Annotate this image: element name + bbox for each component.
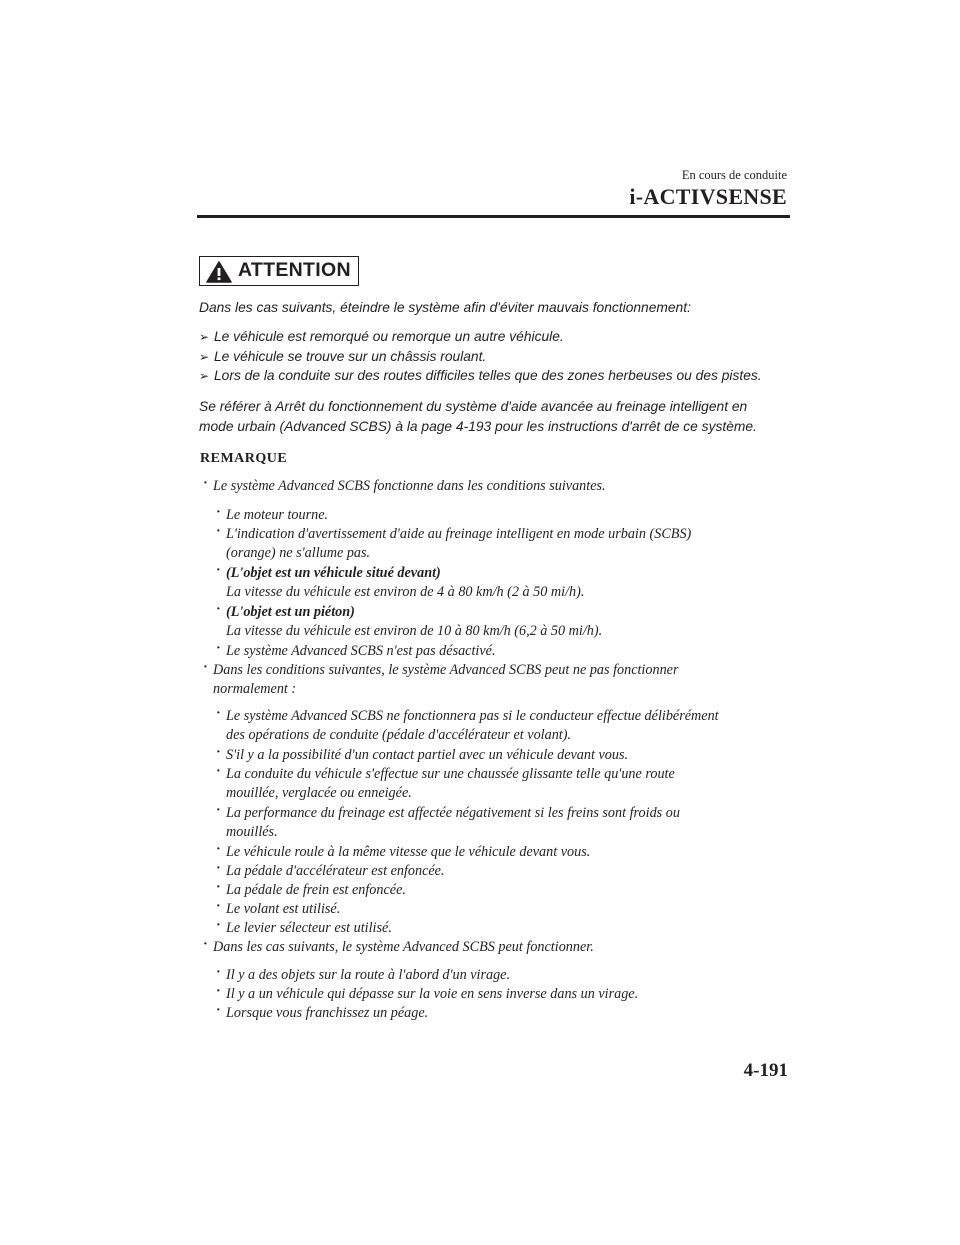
arrow-bullet-icon: ➢ [199,369,210,383]
bullet-dot-icon: · [203,476,208,491]
remarque-lead-continuation: normalement : [213,681,297,697]
list-item: L'indication d'avertissement d'aide au freinage intelligent en mode urbain (SCBS) [226,526,692,542]
remarque-lead: Dans les cas suivants, le système Advanced SCBS peut fonctionner. [213,939,594,955]
bullet-dot-icon: · [216,602,221,617]
page-number: 4-191 [743,1060,788,1081]
bullet-dot-icon: · [216,1003,221,1018]
bullet-dot-icon: · [216,524,221,539]
attention-reference: Se référer à Arrêt du fonctionnement du système d'aide avancée au freinage intelligent en mode urbain (Advanced SCBS) à la page 4-193 pour les instructions d'arrêt de ce système. [199,399,757,434]
attention-label: ATTENTION [238,259,351,281]
bullet-dot-icon: · [216,899,221,914]
bullet-dot-icon: · [216,918,221,933]
section-name: En cours de conduite [681,168,787,182]
list-item-continuation: La vitesse du véhicule est environ de 10 à 80 km/h (6,2 à 50 mi/h). [226,623,603,639]
list-item-continuation: mouillés. [226,824,278,840]
list-item-condition: (L'objet est un piéton) [226,604,355,620]
header-rule [197,215,790,218]
remarque-lead: Le système Advanced SCBS fonctionne dans les conditions suivantes. [213,478,606,494]
list-item: Le levier sélecteur est utilisé. [226,920,392,936]
bullet-dot-icon: · [216,764,221,779]
list-item: Le volant est utilisé. [226,901,341,917]
list-item: Le moteur tourne. [226,507,329,523]
list-item-continuation: (orange) ne s'allume pas. [226,545,371,561]
list-item: La pédale d'accélérateur est enfoncée. [226,863,445,879]
remarque-heading: REMARQUE [200,451,288,466]
bullet-dot-icon: · [203,660,208,675]
list-item: La performance du freinage est affectée négativement si les freins sont froids ou [226,805,680,821]
attention-badge [199,256,359,286]
attention-item: ➢ Le véhicule est remorqué ou remorque un autre véhicule. [199,329,564,344]
bullet-dot-icon: · [216,505,221,520]
bullet-dot-icon: · [216,965,221,980]
bullet-dot-icon: · [216,861,221,876]
list-item: Le système Advanced SCBS ne fonctionnera pas si le conducteur effectue délibérément [226,708,719,724]
list-item-continuation: La vitesse du véhicule est environ de 4 à 80 km/h (2 à 50 mi/h). [226,584,585,600]
attention-item: ➢ Lors de la conduite sur des routes difficiles telles que des zones herbeuses ou des pistes. [199,368,762,383]
attention-item: ➢ Le véhicule se trouve sur un châssis roulant. [199,348,487,364]
bullet-dot-icon: · [216,984,221,999]
attention-list [199,329,762,388]
bullet-dot-icon: · [216,563,221,578]
list-item: Il y a un véhicule qui dépasse sur la voie en sens inverse dans un virage. [226,986,639,1002]
list-item: La conduite du véhicule s'effectue sur une chaussée glissante telle qu'une route [226,766,675,782]
bullet-dot-icon: · [216,880,221,895]
bullet-dot-icon: · [216,803,221,818]
bullet-dot-icon: · [216,706,221,721]
list-item: Le véhicule roule à la même vitesse que le véhicule devant vous. [226,844,591,860]
list-item: Il y a des objets sur la route à l'abord d'un virage. [226,967,511,983]
remarque-lead: Dans les conditions suivantes, le système Advanced SCBS peut ne pas fonctionner [213,662,679,678]
list-item: Lorsque vous franchissez un péage. [226,1005,429,1021]
bullet-dot-icon: · [216,641,221,656]
chapter-title: i-ACTIVSENSE [629,184,787,209]
arrow-bullet-icon: ➢ [199,330,210,344]
bullet-dot-icon: · [216,745,221,760]
list-item-continuation: des opérations de conduite (pédale d'accélérateur et volant). [226,727,572,743]
attention-intro: Dans les cas suivants, éteindre le système afin d'éviter mauvais fonctionnement: [199,300,691,315]
arrow-bullet-icon: ➢ [199,349,210,364]
page-header [0,168,960,220]
bullet-dot-icon: · [216,842,221,857]
list-item: S'il y a la possibilité d'un contact partiel avec un véhicule devant vous. [226,747,629,763]
list-item: La pédale de frein est enfoncée. [226,882,406,898]
list-item-condition: (L'objet est un véhicule situé devant) [226,565,441,581]
warning-triangle-icon [206,261,232,283]
bullet-dot-icon: · [203,937,208,952]
list-item: Le système Advanced SCBS n'est pas désactivé. [226,643,496,659]
list-item-continuation: mouillée, verglacée ou enneigée. [226,785,412,801]
